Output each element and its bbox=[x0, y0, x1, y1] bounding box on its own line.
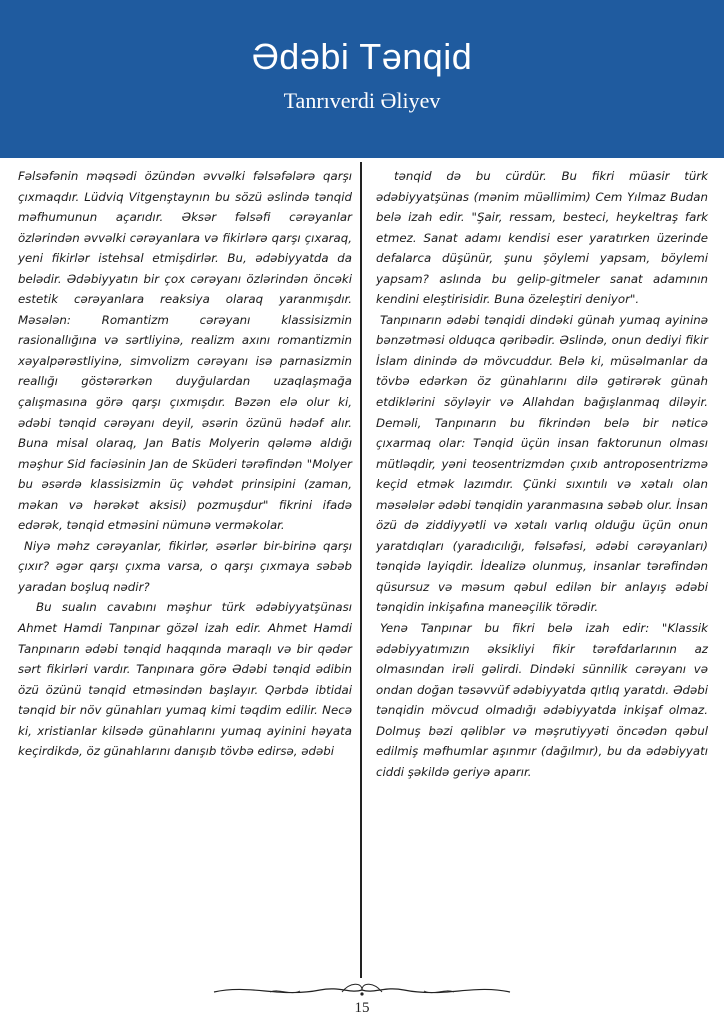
paragraph: tənqid də bu cürdür. Bu fikri müasir türk ədəbiyyatşünas (mənim müəllimim) Cem Yılmaz Budan belə izah edir. "Şair, ressam, besteci, heykeltraş fark etmez. Sanat adamı kendisi eser yaratırken üzerinde defalarca düşünür, şunu şöylemi yapsam, böylemi yapsam? aslında bu gelip-gitmeler sanat adamının kendini eleştirisidir. Buna özeleştiri deniyor". bbox=[376, 169, 708, 307]
right-column bbox=[376, 166, 708, 782]
paragraph: Fəlsəfənin məqsədi özündən əvvəlki fəlsəfələrə qarşı çıxmaqdır. Lüdviq Vitgenştaynın bu sözü əslində tənqid məfhumunun açarıdır. Əksər fəlsəfi cərəyanlar özlərindən əvvəlki cərəyanlara və fikirlərə qarşı çıxaraq, yeni fikirlər istehsal etmişdirlər. Bu, ədəbiyyatda da belədir. Ədəbiyyatın bir çox cərəyanı özlərindən öncəki estetik cərəyanlara reaksiya olaraq yaranmışdır. Məsələn: Romantizm cərəyanı klassisizmin rasionallığına və sərtliyinə, realizm axını romantizmin xəyalpərəstliyinə, simvolizm cərəyanı isə parnasizmin reallığı göstərərkən duyğulardan uzaqlaşmağa çalışmasına görə qarşı çıxmışdır. Bəzən elə olur ki, ədəbi tənqid cərəyanı deyil, əsərin özünü hədəf alır. Buna misal olaraq, Jan Batis Molyerin qələmə aldığı məşhur Sid faciəsinin Jan de Sküderi tərəfindən "Molyer bu əsərdə klassisizmin üç vəhdət prinsipini (zaman, məkan və hərəkət aksisi) pozmuşdur" fikrini ifadə edərək, tənqid etməsini nümunə verməkolar. bbox=[18, 169, 352, 533]
paragraph: Yenə Tanpınar bu fikri belə izah edir: "Klassik ədəbiyyatımızın əksikliyi fikir tərəfdarlarının az olmasından irəli gəlirdi. Dindəki sünnilik cərəyanı və ondan doğan təsəvvüf ədəbiyyatda qıtlıq yaratdı. Ədəbi tənqidin mövcud olmadığı ədəbiyyatda inkişaf olmaz. Dolmuş bəzi qəliblər və məşrutiyyəti öncədən qəbul edilmiş məfhumlar aşınmır (dağılmır), bu da ədəbiyyatı ciddi şəkildə geriyə aparır. bbox=[376, 621, 708, 779]
page-title: Ədəbi Tənqid bbox=[251, 36, 473, 77]
page-footer bbox=[0, 978, 724, 1024]
paragraph: Bu sualın cavabını məşhur türk ədəbiyyatşünası Ahmet Hamdi Tanpınar gözəl izah edir. Ahmet Hamdi Tanpınarın ədəbi tənqid haqqında maraqlı və bir qədər sərt fikirləri vardır. Tanpınara görə Ədəbi tənqid ədibin özü özünü tənqid etməsindən başlayır. Qərbdə ibtidai tənqid bir növ günahları yumaq kimi təqdim edilir. Necə ki, xristianlar kilsədə günahlarını yumaq ayinini həyata keçirdikdə, öz günahlarını danışıb tövbə edirsə, ədəbi bbox=[18, 600, 352, 759]
left-column bbox=[18, 166, 352, 762]
page-number: 15 bbox=[354, 1000, 370, 1016]
author-name: Tanrıverdi Əliyev bbox=[283, 88, 441, 113]
paragraph: Tanpınarın ədəbi tənqidi dindəki günah yumaq ayininə bənzətməsi olduqca qəribədir. Əslində, onun dediyi fikir İslam dinində də mövcuddur. Belə ki, müsəlmanlar da tövbə edərkən öz günahlarını dilə gətirərək günah etdiklərini söyləyir və Allahdan bağışlanmaq diləyir. Deməli, Tanpınarın bu fikrindən belə bir nəticə çıxarmaq olar: Tənqid üçün insan faktorunun olması mütləqdir, yəni teosentrizmdən çıxıb antroposentrizmə keçid etmək lazımdır. Çünki sıxıntılı və xətalı olan məsələlər ədəbi tənqidin yaranmasına səbəb olur. İnsan özü də ziddiyyətli və xətalı varlıq olduğu üçün onun yaratdıqları (yaradıcılığı, fəlsəfəsi, ədəbi cərəyanları) tənqidə layiqdir. İdealizə olunmuş, insanlar tərəfindən qüsursuz və məsum qəbul edilən bir anlayış ədəbi tənqidin inkişafına maneəçilik törədir. bbox=[376, 312, 708, 615]
flourish-ornament-icon bbox=[210, 980, 514, 1002]
header-banner bbox=[0, 0, 724, 158]
paragraph: Niyə məhz cərəyanlar, fikirlər, əsərlər bir-birinə qarşı çıxır? əgər qarşı çıxma varsa, o qarşı çıxmaya səbəb yaradan boşluq nədir? bbox=[18, 538, 352, 594]
column-divider bbox=[360, 162, 362, 978]
